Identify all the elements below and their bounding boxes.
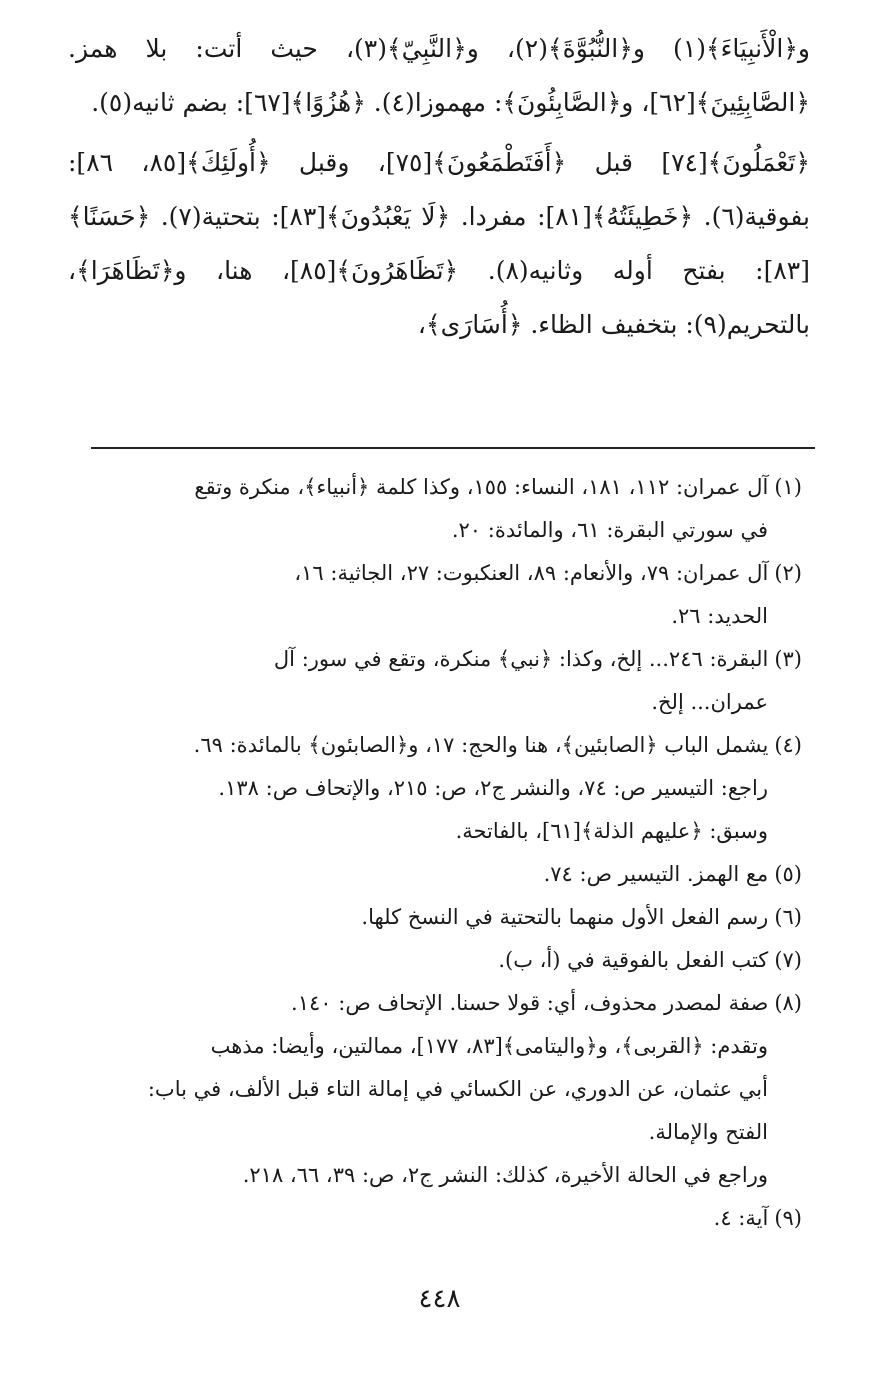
- footnote-continuation: وسبق: ﴿عليهم الذلة﴾[٦١]، بالفاتحة.: [455, 819, 768, 843]
- footnote-text: آية: ٤.: [713, 1206, 769, 1230]
- footnote-number: (٨): [774, 991, 802, 1015]
- footnotes: [60, 466, 802, 1240]
- footnote-text: البقرة: ٢٤٦... إلخ، وكذا: ﴿نبي﴾ منكرة، وتقع في سور: آل: [273, 647, 769, 671]
- footnote-text: صفة لمصدر محذوف، أي: قولا حسنا. الإتحاف ص: ١٤٠.: [291, 991, 769, 1015]
- footnote-text: كتب الفعل بالفوقية في (أ، ب).: [498, 948, 769, 972]
- footnote-number: (٧): [774, 948, 802, 972]
- footnote: [60, 466, 802, 509]
- footnote: [60, 724, 802, 767]
- main-paragraph: و﴿الْأَنبِيَاءَ﴾(١) و﴿النُّبُوَّةَ﴾(٢)، و﴿النَّبِيّ﴾(٣)، حيث أتت: بلا همز. ﴿الصَّابِئِينَ﴾[٦٢]، و﴿الصَّابِئُونَ﴾: مهموزا(٤). ﴿هُزُوًا﴾[٦٧]: بضم ثانيه(٥).: [68, 34, 810, 117]
- footnote-text: آل عمران: ١١٢، ١٨١، النساء: ١٥٥، وكذا كلمة ﴿أنبياء﴾، منكرة وتقع: [194, 475, 769, 499]
- footnote-continuation: في سورتي البقرة: ٦١، والمائدة: ٢٠.: [451, 518, 768, 542]
- footnote: [60, 896, 802, 939]
- main-paragraph: ﴿تَعْمَلُونَ﴾[٧٤] قبل ﴿أَفَتَطْمَعُونَ﴾[٧٥]، وقبل ﴿أُولَئِكَ﴾[٨٥، ٨٦]: بفوقية(٦). ﴿خَطِيئَتُهُ﴾[٨١]: مفردا. ﴿لَا يَعْبُدُونَ﴾[٨٣]: بتحتية(٧). ﴿حَسَنًا﴾[٨٣]: بفتح أوله وثانيه(٨). ﴿تَظَاهَرُونَ﴾[٨٥]، هنا، و﴿تَظَاهَرَا﴾، بالتحريم(٩): بتخفيف الظاء. ﴿أُسَارَى﴾،: [68, 148, 811, 339]
- footnote-number: (٦): [774, 905, 802, 929]
- footnote-continuation: وراجع في الحالة الأخيرة، كذلك: النشر ج٢، ص: ٣٩، ٦٦، ٢١٨.: [242, 1163, 768, 1187]
- footnote-continuation: أبي عثمان، عن الدوري، عن الكسائي في إمالة التاء قبل الألف، في باب:: [147, 1077, 768, 1101]
- footnote-number: (٩): [774, 1206, 802, 1230]
- footnote-continuation: وتقدم: ﴿القربى﴾، و﴿واليتامى﴾[٨٣، ١٧٧]، ممالتين، وأيضا: مذهب: [210, 1034, 768, 1058]
- footnote-continuation: الحديد: ٢٦.: [671, 604, 768, 628]
- footnote-text: رسم الفعل الأول منهما بالتحتية في النسخ كلها.: [361, 905, 769, 929]
- footnote-number: (٥): [774, 862, 802, 886]
- footnote-text: آل عمران: ٧٩، والأنعام: ٨٩، العنكبوت: ٢٧، الجاثية: ١٦،: [294, 561, 769, 585]
- footnote-continuation: راجع: التيسير ص: ٧٤، والنشر ج٢، ص: ٢١٥، والإتحاف ص: ١٣٨.: [218, 776, 768, 800]
- main-text: [68, 22, 810, 358]
- footnote: [60, 982, 802, 1025]
- footnote-continuation: عمران... إلخ.: [651, 690, 768, 714]
- footnote: [60, 939, 802, 982]
- footnote: [60, 638, 802, 681]
- footnote: [60, 853, 802, 896]
- page-number: ٤٤٨: [418, 1284, 461, 1314]
- footnote-number: (٤): [774, 733, 802, 757]
- footnote: [60, 552, 802, 595]
- footnote-continuation: الفتح والإمالة.: [648, 1120, 768, 1144]
- footnote-text: يشمل الباب ﴿الصابئين﴾، هنا والحج: ١٧، و﴿الصابئون﴾ بالمائدة: ٦٩.: [193, 733, 769, 757]
- footnote: [60, 1197, 802, 1240]
- footnote-number: (٢): [774, 561, 802, 585]
- footnote-number: (١): [774, 475, 802, 499]
- footnote-number: (٣): [774, 647, 802, 671]
- footnote-text: مع الهمز. التيسير ص: ٧٤.: [543, 862, 769, 886]
- footnote-divider: [91, 447, 815, 449]
